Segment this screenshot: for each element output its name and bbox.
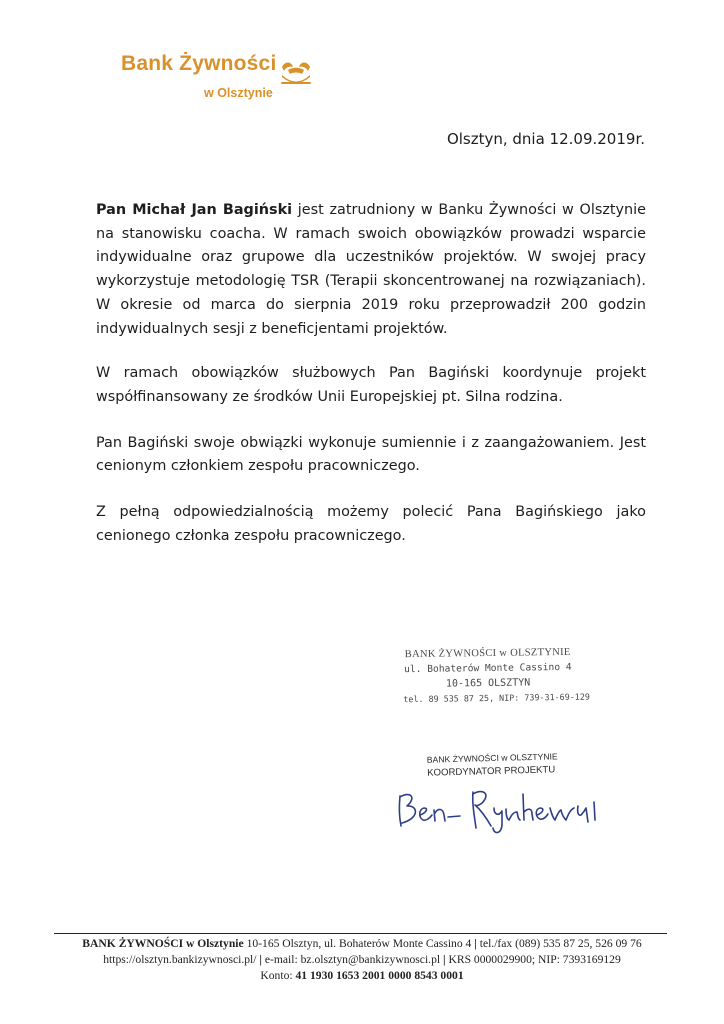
footer-line-3 xyxy=(30,968,694,984)
address-stamp xyxy=(403,645,590,707)
letter-date: Olsztyn, dnia 12.09.2019r. xyxy=(446,130,645,148)
footer-separator: | xyxy=(443,953,446,966)
stamp-contact: tel. 89 535 87 25, NIP: 739-31-69-129 xyxy=(403,691,590,705)
footer-phone: tel./fax (089) 535 87 25, 526 09 76 xyxy=(479,937,642,950)
paragraph-2: W ramach obowiązków służbowych Pan Bagiński koordynuje projekt współfinansowany ze środków Unii Europejskiej pt. Silna rodzina. xyxy=(96,365,646,405)
paragraph-3: Pan Bagiński swoje obwiązki wykonuje sumiennie i z zaangażowaniem. Jest cenionym członkiem zespołu pracowniczego. xyxy=(96,434,646,475)
stamp-street: ul. Bohaterów Monte Cassino 4 xyxy=(404,661,572,676)
paragraph-1 xyxy=(96,199,646,341)
bank-logo xyxy=(121,52,321,112)
footer-divider xyxy=(54,933,667,934)
stamp-city: 10-165 OLSZTYN xyxy=(445,677,531,690)
footer-krs-nip: KRS 0000029900; NIP: 7393169129 xyxy=(448,953,621,966)
footer-address: 10-165 Olsztyn, ul. Bohaterów Monte Cassino 4 xyxy=(246,937,472,950)
footer-line-2 xyxy=(30,952,694,968)
footer-org: BANK ŻYWNOŚCI w Olsztynie xyxy=(82,937,244,950)
paragraph-1-text: jest zatrudniony w Banku Żywności w Olsztynie na stanowisku coacha. W ramach swoich obowiązków prowadzi wsparcie indywidualne oraz grupowe dla uczestników projektów. W swojej pracy wykorzystuje metodologię TSR (Terapii skoncentrowanej na rozwiązaniach). W okresie od marca do sierpnia 2019 roku przeprowadził 200 godzin indywidualnych sesji z beneficjentami projektów. xyxy=(96,202,647,337)
footer-separator: | xyxy=(259,953,262,966)
footer-line-1 xyxy=(30,936,694,952)
hands-bowl-icon xyxy=(279,58,313,86)
footer-email[interactable]: e-mail: bz.olsztyn@bankizywnosci.pl xyxy=(264,953,441,966)
coordinator-stamp-org: BANK ŻYWNOŚCI w OLSZTYNIE xyxy=(426,751,558,765)
paragraph-4: Z pełną odpowiedzialnością możemy polecić Pana Bagińskiego jako cenionego członka zespołu pracowniczego. xyxy=(96,504,646,544)
footer-website[interactable]: https://olsztyn.bankizywnosci.pl/ xyxy=(103,953,257,966)
handwritten-signature xyxy=(390,782,620,838)
logo-name: Bank Żywności xyxy=(121,52,277,75)
footer-account-label: Konto: xyxy=(260,969,293,982)
letterhead-footer xyxy=(30,936,694,984)
coordinator-stamp xyxy=(427,750,558,779)
footer-separator: | xyxy=(474,937,477,950)
coordinator-stamp-role: KOORDYNATOR PROJEKTU xyxy=(427,764,556,779)
employee-name: Pan Michał Jan Bagiński xyxy=(96,202,293,218)
footer-account-number: 41 1930 1653 2001 0000 8543 0001 xyxy=(295,969,464,982)
logo-subtitle: w Olsztynie xyxy=(204,86,273,100)
letter-body xyxy=(96,199,646,548)
stamp-org: BANK ŻYWNOŚCI w OLSZTYNIE xyxy=(404,646,571,661)
